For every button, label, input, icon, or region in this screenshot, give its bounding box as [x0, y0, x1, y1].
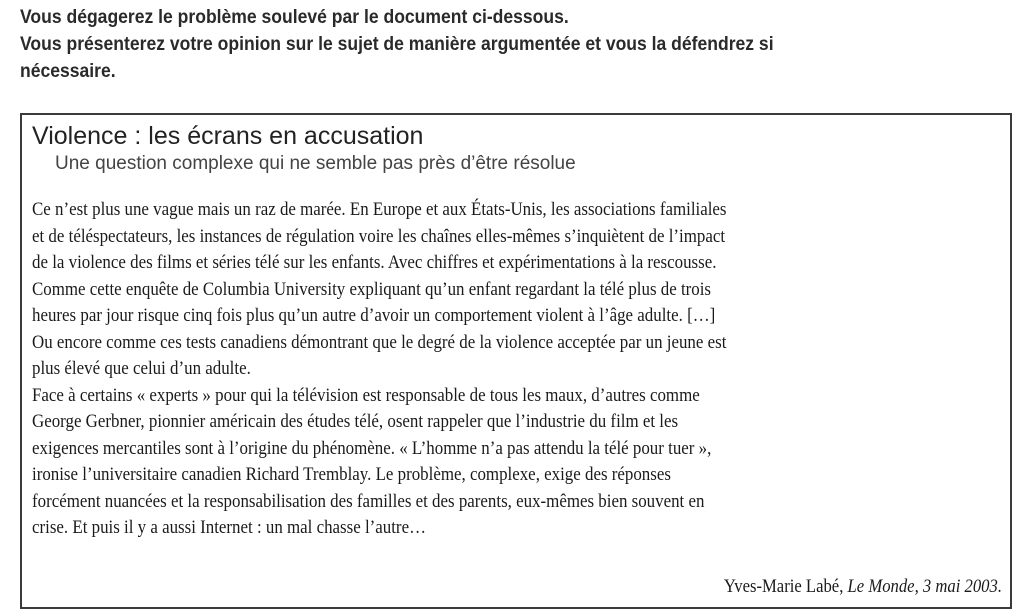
article-line: crise. Et puis il y a aussi Internet : un mal chasse l’autre…: [32, 517, 426, 538]
source-publication: Le Monde, 3 mai 2003.: [847, 577, 1002, 597]
article-line: Face à certains « experts » pour qui la télévision est responsable de tous les maux, d’autres comme: [32, 384, 700, 406]
article-title: Violence : les écrans en accusation: [32, 122, 424, 150]
instruction-line-2: Vous présenterez votre opinion sur le sujet de manière argumentée et vous la défendrez si: [20, 33, 774, 55]
article-line: ironise l’universitaire canadien Richard Tremblay. Le problème, complexe, exige des réponses: [32, 464, 671, 485]
article-line: Ce n’est plus une vague mais un raz de marée. En Europe et aux États-Unis, les associations familiales: [32, 199, 727, 220]
article-line: George Gerbner, pionnier américain des études télé, osent rappeler que l’industrie du film et les: [32, 411, 679, 432]
article-line: de la violence des films et séries télé sur les enfants. Avec chiffres et expérimentations à la rescousse.: [32, 252, 717, 273]
article-line: exigences mercantiles sont à l’origine du phénomène. « L’homme n’a pas attendu la télé pour tuer »,: [32, 437, 712, 459]
article-line: forcément nuancées et la responsabilisation des familles et des parents, eux-mêmes bien souvent en: [32, 490, 705, 512]
instruction-line-3: nécessaire.: [20, 60, 116, 82]
article-body: [32, 197, 1011, 542]
instruction-line-1: Vous dégagerez le problème soulevé par le document ci-dessous.: [20, 6, 569, 28]
article-source: [724, 575, 1002, 599]
article-box: [20, 113, 1012, 609]
source-author: Yves-Marie Labé,: [723, 577, 848, 597]
article-line: plus élevé que celui d’un adulte.: [32, 358, 251, 379]
article-line: et de téléspectateurs, les instances de régulation voire les chaînes elles-mêmes s’inquiètent de l’impact: [32, 225, 726, 247]
article-subtitle: Une question complexe qui ne semble pas près d’être résolue: [55, 153, 576, 174]
exercise-instructions: [20, 4, 1010, 85]
article-line: Comme cette enquête de Columbia University expliquant qu’un enfant regardant la télé plus de trois: [32, 278, 712, 300]
article-line: Ou encore comme ces tests canadiens démontrant que le degré de la violence acceptée par un jeune est: [32, 331, 727, 353]
article-line: heures par jour risque cinq fois plus qu’un autre d’avoir un comportement violent à l’âge adulte. […]: [32, 305, 716, 326]
